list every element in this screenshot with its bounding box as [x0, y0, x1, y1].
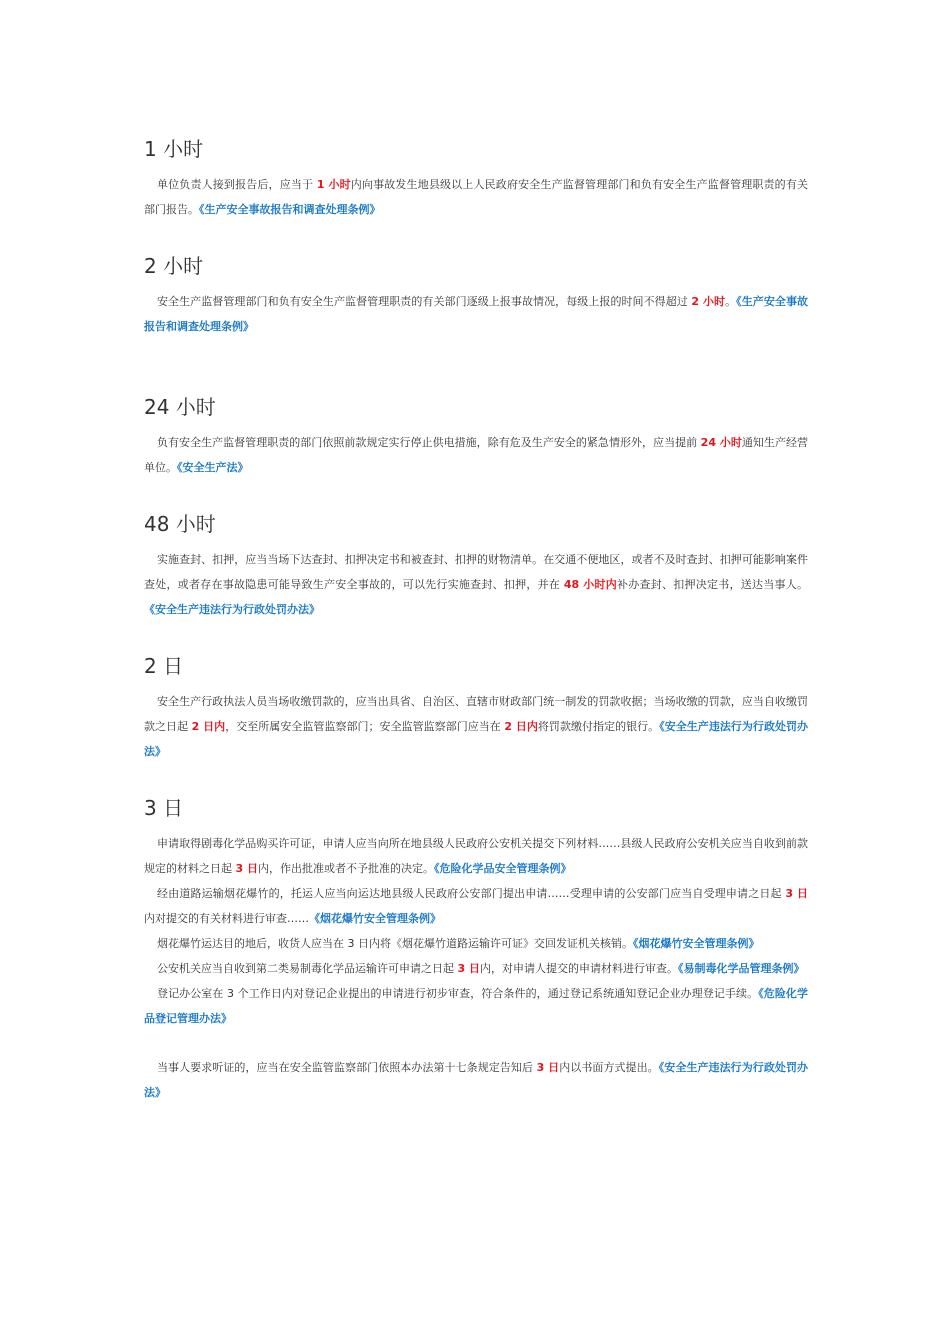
paragraph-text: 经由道路运输烟花爆竹的，托运人应当向运达地县级人民政府公安部门提出申请……受理申请的公安部门应当自受理申请之日起: [157, 887, 786, 900]
paragraph-text: 内向事故发生地县级以上人民政府安全生产监督管理部门和负有安全生产监督管理职责的有关部门报告。: [144, 178, 808, 216]
paragraph: [144, 981, 808, 1031]
document-content: [144, 132, 808, 1105]
section-spacer: [144, 480, 808, 507]
paragraph: [144, 289, 808, 339]
section-heading: 48 小时: [144, 512, 216, 536]
paragraph: [144, 430, 808, 480]
regulation-source-link[interactable]: 《易制毒化学品管理条例》: [677, 962, 805, 975]
section-heading: 2 日: [144, 654, 184, 678]
regulation-source-link[interactable]: 《烟花爆竹安全管理条例》: [633, 937, 760, 950]
paragraph-text: 负有安全生产监督管理职责的部门依照前款规定实行停止供电措施，除有危及生产安全的紧急情形外，应当提前: [157, 436, 701, 449]
section-spacer: [144, 1031, 808, 1055]
paragraph-text: 烟花爆竹运达目的地后，收货人应当在 3 日内将《烟花爆竹道路运输许可证》交回发证机关核销。: [157, 937, 633, 950]
regulation-source-link[interactable]: 《安全生产违法行为行政处罚办法》: [144, 720, 809, 758]
paragraph: [144, 956, 808, 981]
paragraph: [144, 689, 808, 764]
section-heading: 3 日: [144, 796, 184, 820]
section-spacer: [144, 222, 808, 249]
paragraph-text: 公安机关应当自收到第二类易制毒化学品运输许可申请之日起: [157, 962, 458, 975]
paragraph-text: 。: [725, 295, 737, 308]
paragraph: [144, 1055, 808, 1105]
regulation-source-link[interactable]: 《安全生产违法行为行政处罚办法》: [144, 1061, 809, 1099]
time-highlight: 3 日: [457, 962, 480, 975]
time-highlight: 3 日: [785, 887, 809, 900]
time-highlight: 3 日: [536, 1061, 560, 1074]
paragraph: [144, 831, 808, 881]
paragraph-text: 安全生产行政执法人员当场收缴罚款的，应当出具省、自治区、直辖市财政部门统一制发的罚款收据；当场收缴的罚款，应当自收缴罚款之日起: [144, 695, 808, 733]
paragraph-text: 单位负责人接到报告后，应当于: [157, 178, 317, 191]
paragraph-text: 实施查封、扣押，应当当场下达查封、扣押决定书和被查封、扣押的财物清单。在交通不便地区，或者不及时查封、扣押可能影响案件查处，或者存在事故隐患可能导致生产安全事故的，可以先行实施查封、扣押，并在: [144, 553, 808, 591]
paragraph-text: 将罚款缴付指定的银行。: [537, 720, 660, 733]
time-highlight: 48 小时内: [563, 578, 618, 591]
regulation-source-link[interactable]: 《安全生产违法行为行政处罚办法》: [144, 603, 320, 616]
time-highlight: 3 日: [235, 862, 258, 875]
paragraph-text: 内，作出批准或者不予批准的决定。: [257, 862, 434, 875]
paragraph-text: 登记办公室在 3 个工作日内对登记企业提出的申请进行初步审查，符合条件的，通过登记系统通知登记企业办理登记手续。: [157, 987, 759, 1000]
time-highlight: 2 小时: [691, 295, 726, 308]
paragraph: [144, 547, 808, 622]
regulation-source-link[interactable]: 《危险化学品登记管理办法》: [144, 987, 808, 1025]
paragraph-text: 内以书面方式提出。: [559, 1061, 659, 1074]
time-highlight: 2 日内: [191, 720, 226, 733]
paragraph: [144, 881, 808, 931]
section-heading: 24 小时: [144, 395, 216, 419]
time-highlight: 2 日内: [504, 720, 538, 733]
paragraph: [144, 172, 808, 222]
paragraph-text: 内，对申请人提交的申请材料进行审查。: [479, 962, 678, 975]
paragraph-text: 申请取得剧毒化学品购买许可证，申请人应当向所在地县级人民政府公安机关提交下列材料……县级人民政府公安机关应当自收到前款规定的材料之日起: [144, 837, 808, 875]
section-heading: 1 小时: [144, 137, 204, 161]
paragraph-text: 当事人要求听证的，应当在安全监管监察部门依照本办法第十七条规定告知后: [157, 1061, 537, 1074]
regulation-source-link[interactable]: 《危险化学品安全管理条例》: [433, 862, 572, 875]
paragraph-text: 补办查封、扣押决定书，送达当事人。: [617, 578, 809, 591]
section-spacer: [144, 622, 808, 649]
paragraph-text: 安全生产监督管理部门和负有安全生产监督管理职责的有关部门逐级上报事故情况，每级上报的时间不得超过: [157, 295, 692, 308]
time-highlight: 1 小时: [316, 178, 351, 191]
section-spacer: [144, 339, 808, 390]
section-spacer: [144, 764, 808, 791]
paragraph-text: 内对提交的有关材料进行审查……: [144, 912, 309, 925]
regulation-source-link[interactable]: 《烟花爆竹安全管理条例》: [309, 912, 441, 925]
regulation-source-link[interactable]: 《生产安全事故报告和调查处理条例》: [199, 203, 381, 216]
paragraph-text: 通知生产经营单位。: [144, 436, 809, 474]
regulation-source-link[interactable]: 《安全生产法》: [177, 461, 249, 474]
paragraph: [144, 931, 808, 956]
section-heading: 2 小时: [144, 254, 204, 278]
regulation-source-link[interactable]: 《生产安全事故报告和调查处理条例》: [144, 295, 809, 333]
time-highlight: 24 小时: [700, 436, 742, 449]
paragraph-text: ，交至所属安全监管监察部门；安全监管监察部门应当在: [225, 720, 505, 733]
